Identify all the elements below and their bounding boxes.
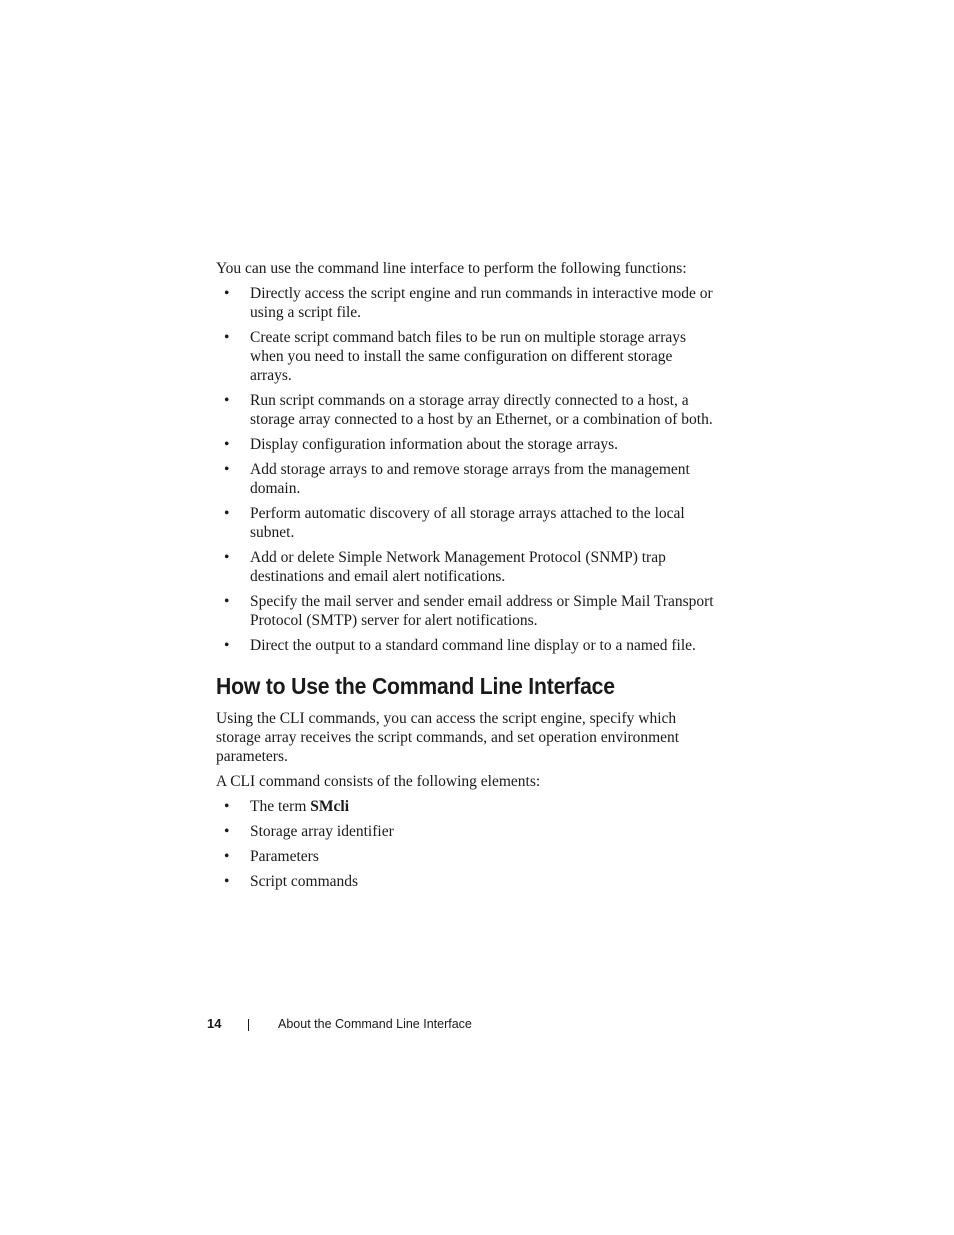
section-heading: How to Use the Command Line Interface [216,673,615,699]
list-item [216,847,716,866]
list-item-text: Specify the mail server and sender email address or Simple Mail Transport Protocol (SMTP) server for alert notifications. [250,593,714,629]
bullet-icon: • [224,549,230,566]
bullet-icon: • [224,593,230,610]
bullet-icon: • [224,505,230,522]
section-paragraph: Using the CLI commands, you can access the script engine, specify which storage array receives the script commands, and set operation environment parameters. [216,710,680,765]
page-number: 14 [207,1016,222,1031]
bullet-icon: • [224,461,230,478]
list-item-text: Run script commands on a storage array directly connected to a host, a storage array connected to a host by an Ethernet, or a combination of both. [250,392,713,428]
bullet-icon: • [224,285,230,302]
list-item-text: Add or delete Simple Network Management Protocol (SNMP) trap destinations and email alert notifications. [250,549,666,585]
functions-list [216,284,716,655]
bullet-icon: • [224,436,230,453]
page-body [216,259,716,897]
list-item [216,636,716,655]
list-item [216,460,716,498]
list-item-text: Parameters [250,848,319,865]
bullet-icon: • [224,823,230,840]
list-item [216,391,716,429]
list-item [216,592,716,630]
list-item-text: Directly access the script engine and run commands in interactive mode or using a script file. [250,285,713,321]
list-item [216,822,716,841]
term-prefix: The term [250,798,311,815]
list-item [216,504,716,542]
list-item-text: Add storage arrays to and remove storage arrays from the management domain. [250,461,690,497]
elements-list [216,797,716,891]
list-item-text: Direct the output to a standard command line display or to a named file. [250,637,696,654]
bullet-icon: • [224,798,230,815]
intro-paragraph: You can use the command line interface to perform the following functions: [216,260,687,277]
list-item [216,284,716,322]
list-item [216,872,716,891]
bullet-icon: • [224,329,230,346]
list-item-text: Script commands [250,873,359,890]
list-item-text: Display configuration information about the storage arrays. [250,436,619,453]
bullet-icon: • [224,848,230,865]
term-name: SMcli [310,798,350,815]
bullet-icon: • [224,392,230,409]
list-item-text: Perform automatic discovery of all storage arrays attached to the local subnet. [250,505,685,541]
bullet-icon: • [224,873,230,890]
footer-divider [248,1019,249,1031]
list-item [216,328,716,385]
elements-intro: A CLI command consists of the following elements: [216,773,541,790]
list-item [216,797,716,816]
list-item-text: Storage array identifier [250,823,394,840]
list-item [216,548,716,586]
chapter-title: About the Command Line Interface [278,1017,472,1031]
list-item [216,435,716,454]
bullet-icon: • [224,637,230,654]
list-item-text: Create script command batch files to be run on multiple storage arrays when you need to install the same configuration on different storage arrays. [250,329,687,384]
